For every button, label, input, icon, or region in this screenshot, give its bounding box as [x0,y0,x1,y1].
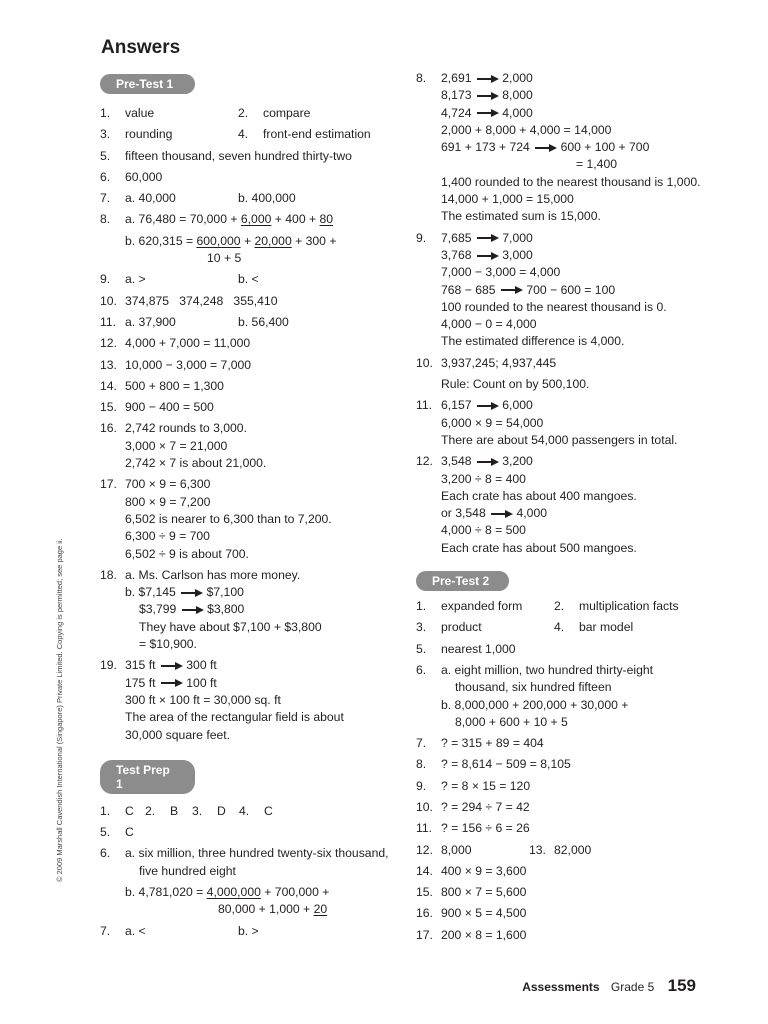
footer-section: Assessments [522,980,600,994]
answer-item: 17. 700 × 9 = 6,300 800 × 9 = 7,200 6,502 is nearer to 6,300 than to 7,200. 6,300 ÷ 9 = 700 6,502 ÷ 9 is about 700. [100,477,332,561]
answer-item: 14. 400 × 9 = 3,600 [416,863,527,878]
arrow-right-icon [475,402,499,410]
answer-item: 8. a. 76,480 = 70,000 + 6,000 + 400 + 80 b. 620,315 = 600,000 + 20,000 + 300 + 10 + 5 [100,212,337,266]
answer-item: 8. 2,691 2,000 8,173 8,000 4,724 4,000 2,000 + 8,000 + 4,000 = 14,000 691 + 173 + 724 600 + 100 + 700 = 1,400 1,400 rounded to the nearest thousand is 1,000. 14,000 + 1,000 = 15,000 The estimated sum is 15,000. [416,71,701,224]
copyright-notice: © 2009 Marshall Cavendish International (Singapore) Private Limited. Copying is permitted; see page ii. [55,538,64,882]
section-badge-pretest2: Pre-Test 2 [416,571,509,591]
answer-item: 12. 3,548 3,200 3,200 ÷ 8 = 400 Each crate has about 400 mangoes. or 3,548 4,000 4,000 ÷ 8 = 500 Each crate has about 500 mangoes. [416,454,637,555]
answer-item: 7. a. 40,000 b. 400,000 [100,191,296,206]
answer-item: 6. 60,000 [100,169,163,184]
answer-item: 7. a. < b. > [100,923,259,938]
answer-item: 5. fifteen thousand, seven hundred thirty-two [100,148,352,163]
answer-item: 12. 8,000 13. 82,000 [416,842,592,857]
answer-item: 3. product 4. bar model [416,620,634,635]
answer-item: 12. 4,000 + 7,000 = 11,000 [100,336,251,351]
answer-item: 16. 900 × 5 = 4,500 [416,906,527,921]
arrow-right-icon [475,252,499,260]
answer-item: 11. 6,157 6,000 6,000 × 9 = 54,000 There are about 54,000 passengers in total. [416,398,678,447]
answer-item: 18. a. Ms. Carlson has more money. b. $7,145 $7,100 $3,799 $3,800 They have about $7,100 + $3,800 = $10,900. [100,567,322,652]
answer-item: 6. a. eight million, two hundred thirty-eight thousand, six hundred fifteen b. 8,000,000 + 200,000 + 30,000 + 8,000 + 600 + 10 + 5 [416,662,654,729]
answer-item: 6. a. six million, three hundred twenty-six thousand, five hundred eight b. 4,781,020 = 4,000,000 + 700,000 + 80,000 + 1,000 + 20 [100,846,389,917]
arrow-right-icon [489,510,513,518]
answer-item: 9. 7,685 7,000 3,768 3,000 7,000 − 3,000 = 4,000 768 − 685 700 − 600 = 100 100 rounded to the nearest thousand is 0. 4,000 − 0 = 4,000 The estimated difference is 4,000. [416,230,667,349]
answer-item: 10. 374,875 374,248 355,410 [100,293,278,308]
arrow-right-icon [475,92,499,100]
arrow-right-icon [159,662,183,670]
answer-item: 9. ? = 8 × 15 = 120 [416,778,531,793]
arrow-right-icon [180,606,204,614]
answer-item: 19. 315 ft 300 ft 175 ft 100 ft 300 ft × 100 ft = 30,000 sq. ft The area of the rectangular field is about 30,000 square feet. [100,658,344,742]
answer-item: 5. nearest 1,000 [416,641,516,656]
answer-item: 10. ? = 294 ÷ 7 = 42 [416,799,530,814]
arrow-right-icon [475,458,499,466]
arrow-right-icon [475,109,499,117]
answer-item: 17. 200 × 8 = 1,600 [416,927,527,942]
answer-item: 16. 2,742 rounds to 3,000. 3,000 × 7 = 21,000 2,742 × 7 is about 21,000. [100,421,267,471]
answer-item: 3. rounding 4. front-end estimation [100,127,371,142]
page-footer [522,976,696,996]
section-badge-pretest1: Pre-Test 1 [100,74,195,94]
answer-item: 14. 500 + 800 = 1,300 [100,378,224,393]
answer-item: 15. 800 × 7 = 5,600 [416,885,527,900]
answer-item: 1. expanded form 2. multiplication facts [416,599,679,614]
arrow-right-icon [499,286,523,294]
answer-item: 5. C [100,825,134,840]
arrow-right-icon [475,75,499,83]
page-number: 159 [667,976,696,995]
right-column [416,70,706,944]
arrow-right-icon [179,589,203,597]
answer-item: 1. C 2. B 3. D 4. C [100,803,273,818]
left-column [100,74,400,940]
arrow-right-icon [533,144,557,152]
answer-item: 15. 900 − 400 = 500 [100,400,214,415]
answer-item: 11. ? = 156 ÷ 6 = 26 [416,821,530,836]
footer-grade: Grade 5 [610,980,655,994]
answer-item: 13. 10,000 − 3,000 = 7,000 [100,357,252,372]
answer-item: 7. ? = 315 + 89 = 404 [416,736,544,751]
answer-item: 10. 3,937,245; 4,937,445 Rule: Count on by 500,100. [416,355,590,392]
arrow-right-icon [475,234,499,242]
arrow-right-icon [159,679,183,687]
section-badge-testprep1: Test Prep 1 [100,760,195,794]
page-title: Answers [101,37,181,58]
answer-item: 11. a. 37,900 b. 56,400 [100,314,289,329]
answer-item: 9. a. > b. < [100,272,259,287]
answer-item: 1. value 2. compare [100,106,311,120]
answer-item: 8. ? = 8,614 − 509 = 8,105 [416,757,571,772]
